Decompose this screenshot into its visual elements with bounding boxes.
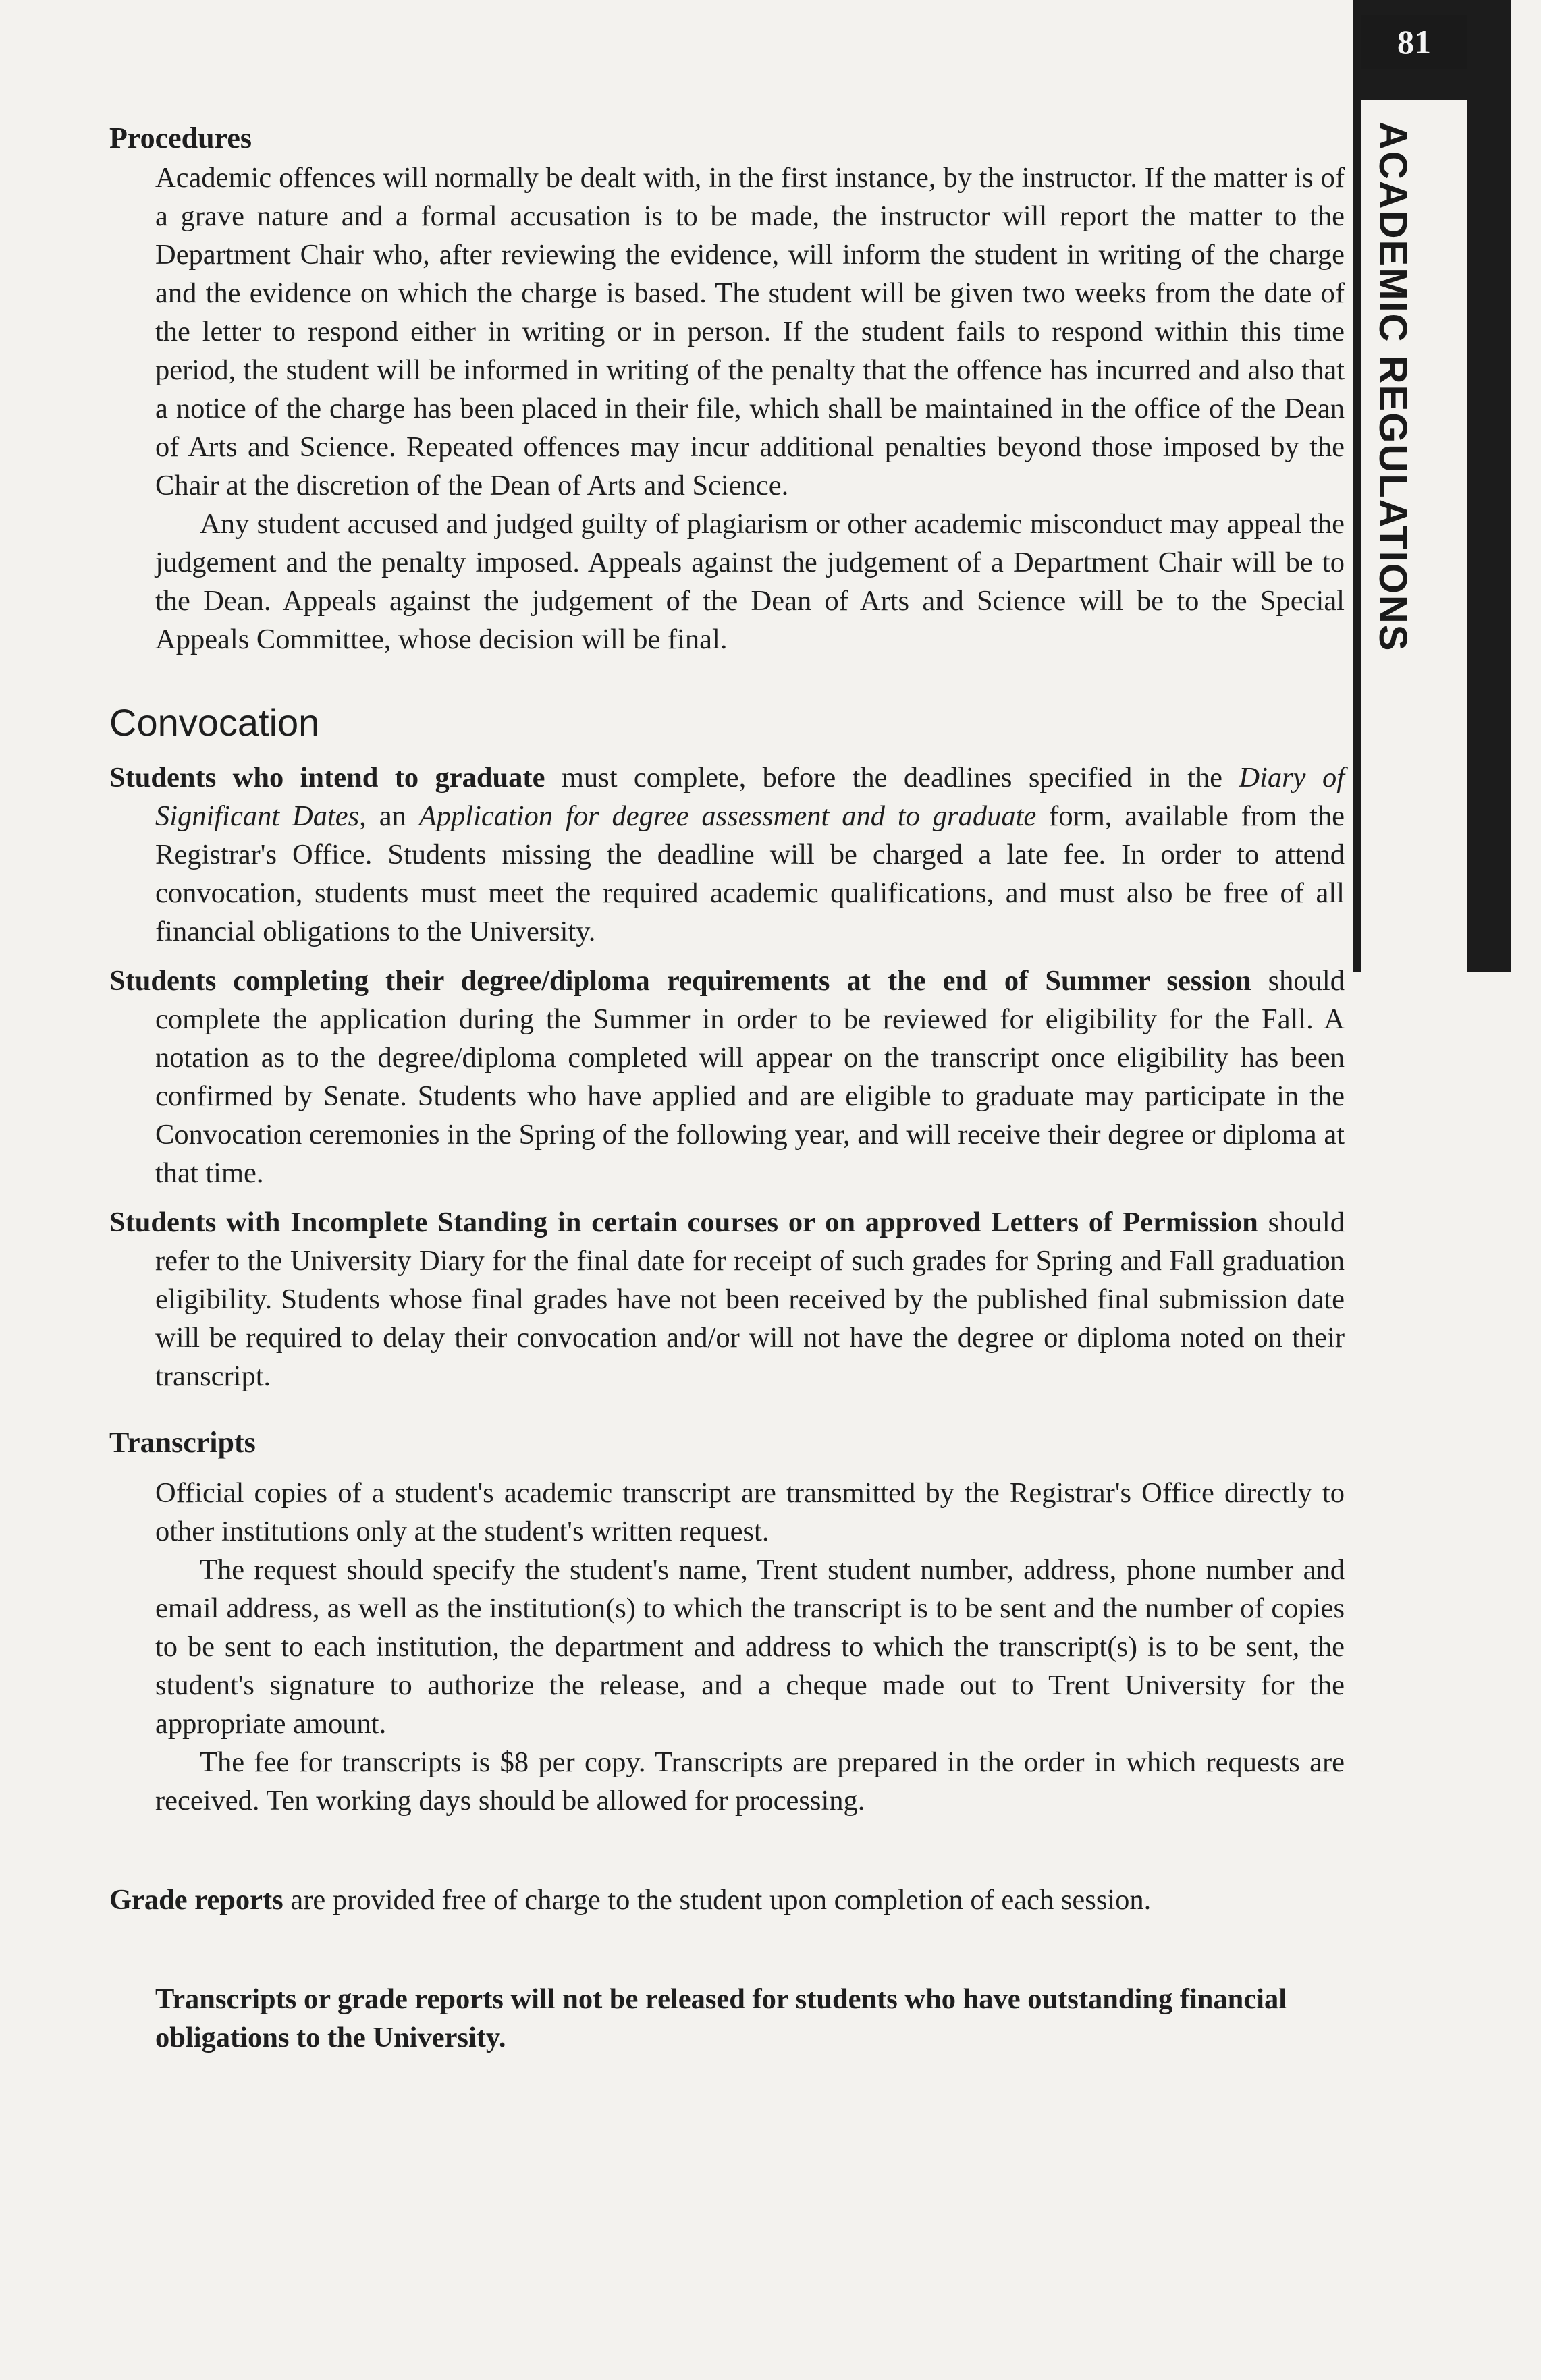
transcripts-paragraph-3: The fee for transcripts is $8 per copy. Transcripts are prepared in the order in which requests are received. Ten working days should be allowed for processing. xyxy=(155,1746,1345,1817)
transcripts-paragraph-2: The request should specify the student's name, Trent student number, address, phone number and email address, as well as the institution(s) to which the transcript is to be sent and the number of copies to be sent to each institution, the department and address to which the transcript(s) is to be sent, the student's signature to authorize the release, and a cheque made out to Trent University for the appropriate amount. xyxy=(155,1554,1345,1740)
grade-reports-paragraph xyxy=(109,1881,1345,1919)
financial-obligations-notice: Transcripts or grade reports will not be released for students who have outstanding financial obligations to the University. xyxy=(155,1983,1287,2053)
convocation-item-1-text-b: , an xyxy=(359,800,419,832)
transcripts-heading: Transcripts xyxy=(109,1426,256,1459)
page-number: 81 xyxy=(1361,15,1467,69)
convocation-item-summer-session xyxy=(109,962,1345,1192)
procedures-paragraph-1: Academic offences will normally be dealt with, in the first instance, by the instructor. If the matter is of a grave nature and a formal accusation is to be made, the instructor will report the matter to the Department Chair who, after reviewing the evidence, will inform the student in writing of the charge and the evidence on which the charge is based. The student will be given two weeks from the date of the letter to respond either in writing or in person. If the student fails to respond within this time period, the student will be informed in writing of the penalty that the offence has incurred and also that a notice of the charge has been placed in their file, which shall be maintained in the office of the Dean of Arts and Science. Repeated offences may incur additional penalties beyond those imposed by the Chair at the discretion of the Dean of Arts and Science. xyxy=(155,162,1345,501)
convocation-item-1-text-a: must complete, before the deadlines specified in the xyxy=(545,762,1239,794)
section-tab-label: ACADEMIC REGULATIONS xyxy=(1371,121,1415,653)
diary-title: Diary of Significant Dates xyxy=(155,762,1345,832)
convocation-item-incomplete-standing xyxy=(109,1203,1345,1395)
procedures-paragraph-2: Any student accused and judged guilty of plagiarism or other academic misconduct may appeal the judgement and the penalty imposed. Appeals against the judgement of a Department Chair will be to the Dean. Appeals against the judgement of the Dean of Arts and Science will be to the Special Appeals Committee, whose decision will be final. xyxy=(155,508,1345,655)
convocation-item-2-text: should complete the application during the Summer in order to be reviewed for eligibility for the Fall. A notation as to the degree/diploma completed will appear on the transcript once eligibility has been confirmed by Senate. Students who have applied and are eligible to graduate may participate in the Convocation ceremonies in the Spring of the following year, and will receive their degree or diploma at that time. xyxy=(155,965,1345,1189)
convocation-heading: Convocation xyxy=(109,701,320,744)
convocation-item-2-lead: Students completing their degree/diploma requirements at the end of Summer session xyxy=(109,965,1251,997)
transcripts-paragraph-1: Official copies of a student's academic transcript are transmitted by the Registrar's Office directly to other institutions only at the student's written request. xyxy=(155,1477,1345,1547)
convocation-item-intend-to-graduate xyxy=(109,758,1345,951)
page-content xyxy=(109,118,1345,2057)
application-form-title: Application for degree assessment and to graduate xyxy=(418,800,1037,832)
grade-reports-lead: Grade reports xyxy=(109,1884,283,1916)
convocation-item-1-text-c: form, available from the Registrar's Office. Students missing the deadline will be charged a late fee. In order to attend convocation, students must meet the required academic qualifications, and must also be free of all financial obligations to the University. xyxy=(155,800,1345,947)
convocation-item-3-lead: Students with Incomplete Standing in certain courses or on approved Letters of Permission xyxy=(109,1207,1258,1238)
convocation-item-3-text: should refer to the University Diary for the final date for receipt of such grades for Spring and Fall graduation eligibility. Students whose final grades have not been received by the published final submission date will be required to delay their convocation and/or will not have the degree or diploma noted on their transcript. xyxy=(155,1207,1345,1392)
convocation-item-1-lead: Students who intend to graduate xyxy=(109,762,545,794)
procedures-heading: Procedures xyxy=(109,121,252,155)
grade-reports-text: are provided free of charge to the student upon completion of each session. xyxy=(283,1884,1152,1916)
